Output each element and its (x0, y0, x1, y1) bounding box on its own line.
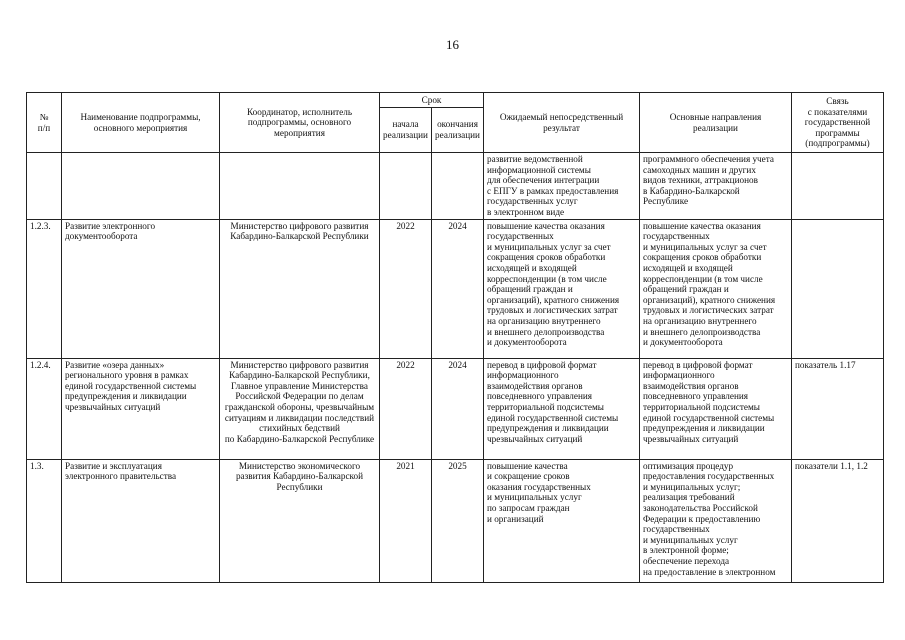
cell-start (380, 153, 432, 220)
cell-num: 1.2.3. (27, 219, 62, 358)
cell-name: Развитие «озера данных» регионального уровня в рамках единой государственной системы предупреждения и ликвидации чрезвычайных ситуаций (62, 358, 220, 459)
cell-start: 2021 (380, 459, 432, 582)
header-end: окончания реализации (432, 108, 484, 153)
cell-end: 2025 (432, 459, 484, 582)
program-table (26, 92, 884, 583)
page-number: 16 (446, 37, 459, 52)
cell-start: 2022 (380, 358, 432, 459)
cell-coordinator (220, 153, 380, 220)
cell-coordinator: Министерство экономического развития Кабардино-Балкарской Республики (220, 459, 380, 582)
table-row (27, 358, 884, 459)
cell-directions: повышение качества оказания государственных и муниципальных услуг за счет сокращения сроков обработки исходящей и входящей корреспонденции (в том числе обращений граждан и организаций), кратного снижения трудовых и логистических затрат на организацию внутреннего и внешнего делопроизводства и документооборота (640, 219, 792, 358)
header-term: Срок (380, 93, 484, 108)
cell-directions: программного обеспечения учета самоходных машин и других видов техники, аттракционов в Кабардино-Балкарской Республике (640, 153, 792, 220)
cell-coordinator: Министерство цифрового развития Кабардино-Балкарской Республики, Главное управление Министерства Российской Федерации по делам гражданской обороны, чрезвычайным ситуациям и ликвидации последствий стихийных бедствий по Кабардино-Балкарской Республике (220, 358, 380, 459)
header-expected: Ожидаемый непосредственный результат (484, 93, 640, 153)
header-link: Связь с показателями государственной программы (подпрограммы) (792, 93, 884, 153)
cell-end: 2024 (432, 358, 484, 459)
cell-coordinator: Министерство цифрового развития Кабардино-Балкарской Республики (220, 219, 380, 358)
cell-expected: повышение качества оказания государственных и муниципальных услуг за счет сокращения сроков обработки исходящей и входящей корреспонденции (в том числе обращений граждан и организаций), кратного снижения трудовых и логистических затрат на организацию внутреннего и внешнего делопроизводства и документооборота (484, 219, 640, 358)
cell-link: показатель 1.17 (792, 358, 884, 459)
cell-directions: оптимизация процедур предоставления государственных и муниципальных услуг; реализация требований законодательства Российской Федерации к предоставлению государственных и муниципальных услуг в электронной форме; обеспечение перехода на предоставление в электронном (640, 459, 792, 582)
cell-start: 2022 (380, 219, 432, 358)
cell-link (792, 153, 884, 220)
cell-num: 1.3. (27, 459, 62, 582)
cell-name: Развитие электронного документооборота (62, 219, 220, 358)
cell-num (27, 153, 62, 220)
cell-link (792, 219, 884, 358)
table-row (27, 153, 884, 220)
cell-end (432, 153, 484, 220)
cell-expected: развитие ведомственной информационной системы для обеспечения интеграции с ЕПГУ в рамках предоставления государственных услуг в электронном виде (484, 153, 640, 220)
header-num: № п/п (27, 93, 62, 153)
header-directions: Основные направления реализации (640, 93, 792, 153)
cell-expected: повышение качества и сокращение сроков оказания государственных и муниципальных услуг по запросам граждан и организаций (484, 459, 640, 582)
cell-name (62, 153, 220, 220)
table-row (27, 459, 884, 582)
header-coordinator: Координатор, исполнитель подпрограммы, основного мероприятия (220, 93, 380, 153)
cell-name: Развитие и эксплуатация электронного правительства (62, 459, 220, 582)
cell-end: 2024 (432, 219, 484, 358)
header-start: начала реализации (380, 108, 432, 153)
header-name: Наименование подпрограммы, основного мероприятия (62, 93, 220, 153)
cell-expected: перевод в цифровой формат информационного взаимодействия органов повседневного управления территориальной подсистемы единой государственной системы предупреждения и ликвидации чрезвычайных ситуаций (484, 358, 640, 459)
header-row-1 (27, 93, 884, 108)
cell-link: показатели 1.1, 1.2 (792, 459, 884, 582)
cell-num: 1.2.4. (27, 358, 62, 459)
table-row (27, 219, 884, 358)
cell-directions: перевод в цифровой формат информационного взаимодействия органов повседневного управления территориальной подсистемы единой государственной системы предупреждения и ликвидации чрезвычайных ситуаций (640, 358, 792, 459)
